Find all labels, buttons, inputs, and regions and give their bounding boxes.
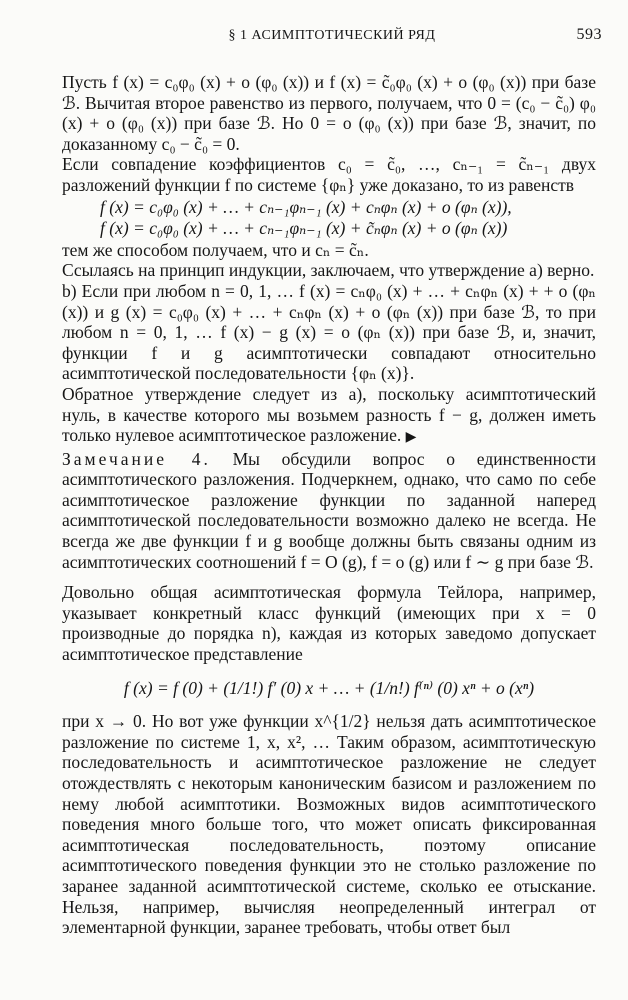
paragraph-asymptotics-discussion: при x → 0. Но вот уже функции x^{1/2} нельзя дать асимптотическое разложение по системе 1, x, x², … Таким образом, асимптотическую последовательность и асимптотическое разложение не следует отождествлять с некоторым каноническим базисом и разложением по нему любой асимптотики. Возможных видов асимптотического поведения много больше того, что может описать фиксированная асимптотическая последовательность, поэтому описание асимптотического поведения функции это не столько разложение по заранее заданной асимптотической системе, сколько ее отыскание. Нельзя, например, вычисляя неопределенный интеграл от элементарной функции, заранее требовать, чтобы ответ был xyxy=(62,711,596,938)
page-header xyxy=(62,28,602,50)
paragraph-induction-conclusion: Ссылаясь на принцип индукции, заключаем, что утверждение а) верно. xyxy=(62,260,595,281)
formula-taylor: f (x) = f (0) + (1/1!) f′ (0) x + … + (1/n!) f⁽ⁿ⁾ (0) xⁿ + o (xⁿ) xyxy=(123,677,535,698)
paragraph-converse xyxy=(62,384,596,449)
paragraph-induction-step: Если совпадение коэффициентов c₀ = c̃₀, …, cₙ₋₁ = c̃ₙ₋₁ двух разложений функции f по системе {φₙ} уже доказано, то из равенств xyxy=(62,154,596,195)
spacer xyxy=(62,699,596,711)
converse-text: Обратное утверждение следует из а), поскольку асимптотический нуль, в качестве которого мы возьмем разность f − g, должен иметь только нулевое асимптотическое разложение. xyxy=(62,383,596,446)
page-number: 593 xyxy=(576,26,602,43)
paragraph-uniqueness-base: Пусть f (x) = c₀φ₀ (x) + o (φ₀ (x)) и f (x) = c̃₀φ₀ (x) + o (φ₀ (x)) при базе ℬ. Вычитая второе равенство из первого, получаем, что 0 = (c₀ − c̃₀) φ₀ (x) + o (φ₀ (x)) при базе ℬ. Но 0 = o (φ₀ (x)) при базе ℬ, значит, по доказанному c₀ − c̃₀ = 0. xyxy=(62,72,596,154)
spacer xyxy=(62,665,596,677)
spacer xyxy=(62,572,596,582)
remark-text: Мы обсудили вопрос о единственности асимптотического разложения. Подчеркнем, однако, что само по себе асимптотическое разложение функции по заданной наперед асимптотической последовательности возможно далеко не всегда. Не всегда же две функции f и g вообще должны быть связаны одним из асимптотических соотношений f = O (g), f = o (g) или f ∼ g при базе ℬ. xyxy=(62,448,596,572)
paragraph-taylor: Довольно общая асимптотическая формула Тейлора, например, указывает конкретный класс функций (имеющих при x = 0 производные до порядка n), каждая из которых заведомо допускает асимптотическое представление xyxy=(62,582,596,665)
paragraph-part-b: b) Если при любом n = 0, 1, … f (x) = cₙφ₀ (x) + … + cₙφₙ (x) + + o (φₙ (x)) и g (x) = c₀φ₀ (x) + … + cₙφₙ (x) + o (φₙ (x)) при базе ℬ, то при любом n = 0, 1, … f (x) − g (x) = o (φₙ (x)) при базе ℬ, и, значит, функции f и g асимптотически совпадают относительно асимптотической последовательности {φₙ (x)}. xyxy=(62,280,596,384)
page-body xyxy=(62,72,596,938)
formula-expansion-1: f (x) = c₀φ₀ (x) + … + cₙ₋₁φₙ₋₁ (x) + cₙφₙ (x) + o (φₙ (x)), xyxy=(100,196,512,217)
formula-expansion-2: f (x) = c₀φ₀ (x) + … + cₙ₋₁φₙ₋₁ (x) + c̃ₙφₙ (x) + o (φₙ (x)) xyxy=(100,218,508,239)
paragraph-same-method: тем же способом получаем, что и cₙ = c̃ₙ. xyxy=(62,239,369,260)
remark-heading: Замечание 4. xyxy=(62,448,211,469)
end-of-proof-icon: ▶ xyxy=(405,430,417,446)
paragraph-remark-4 xyxy=(62,449,596,573)
running-head: § 1 АСИМПТОТИЧЕСКИЙ РЯД xyxy=(228,28,436,43)
